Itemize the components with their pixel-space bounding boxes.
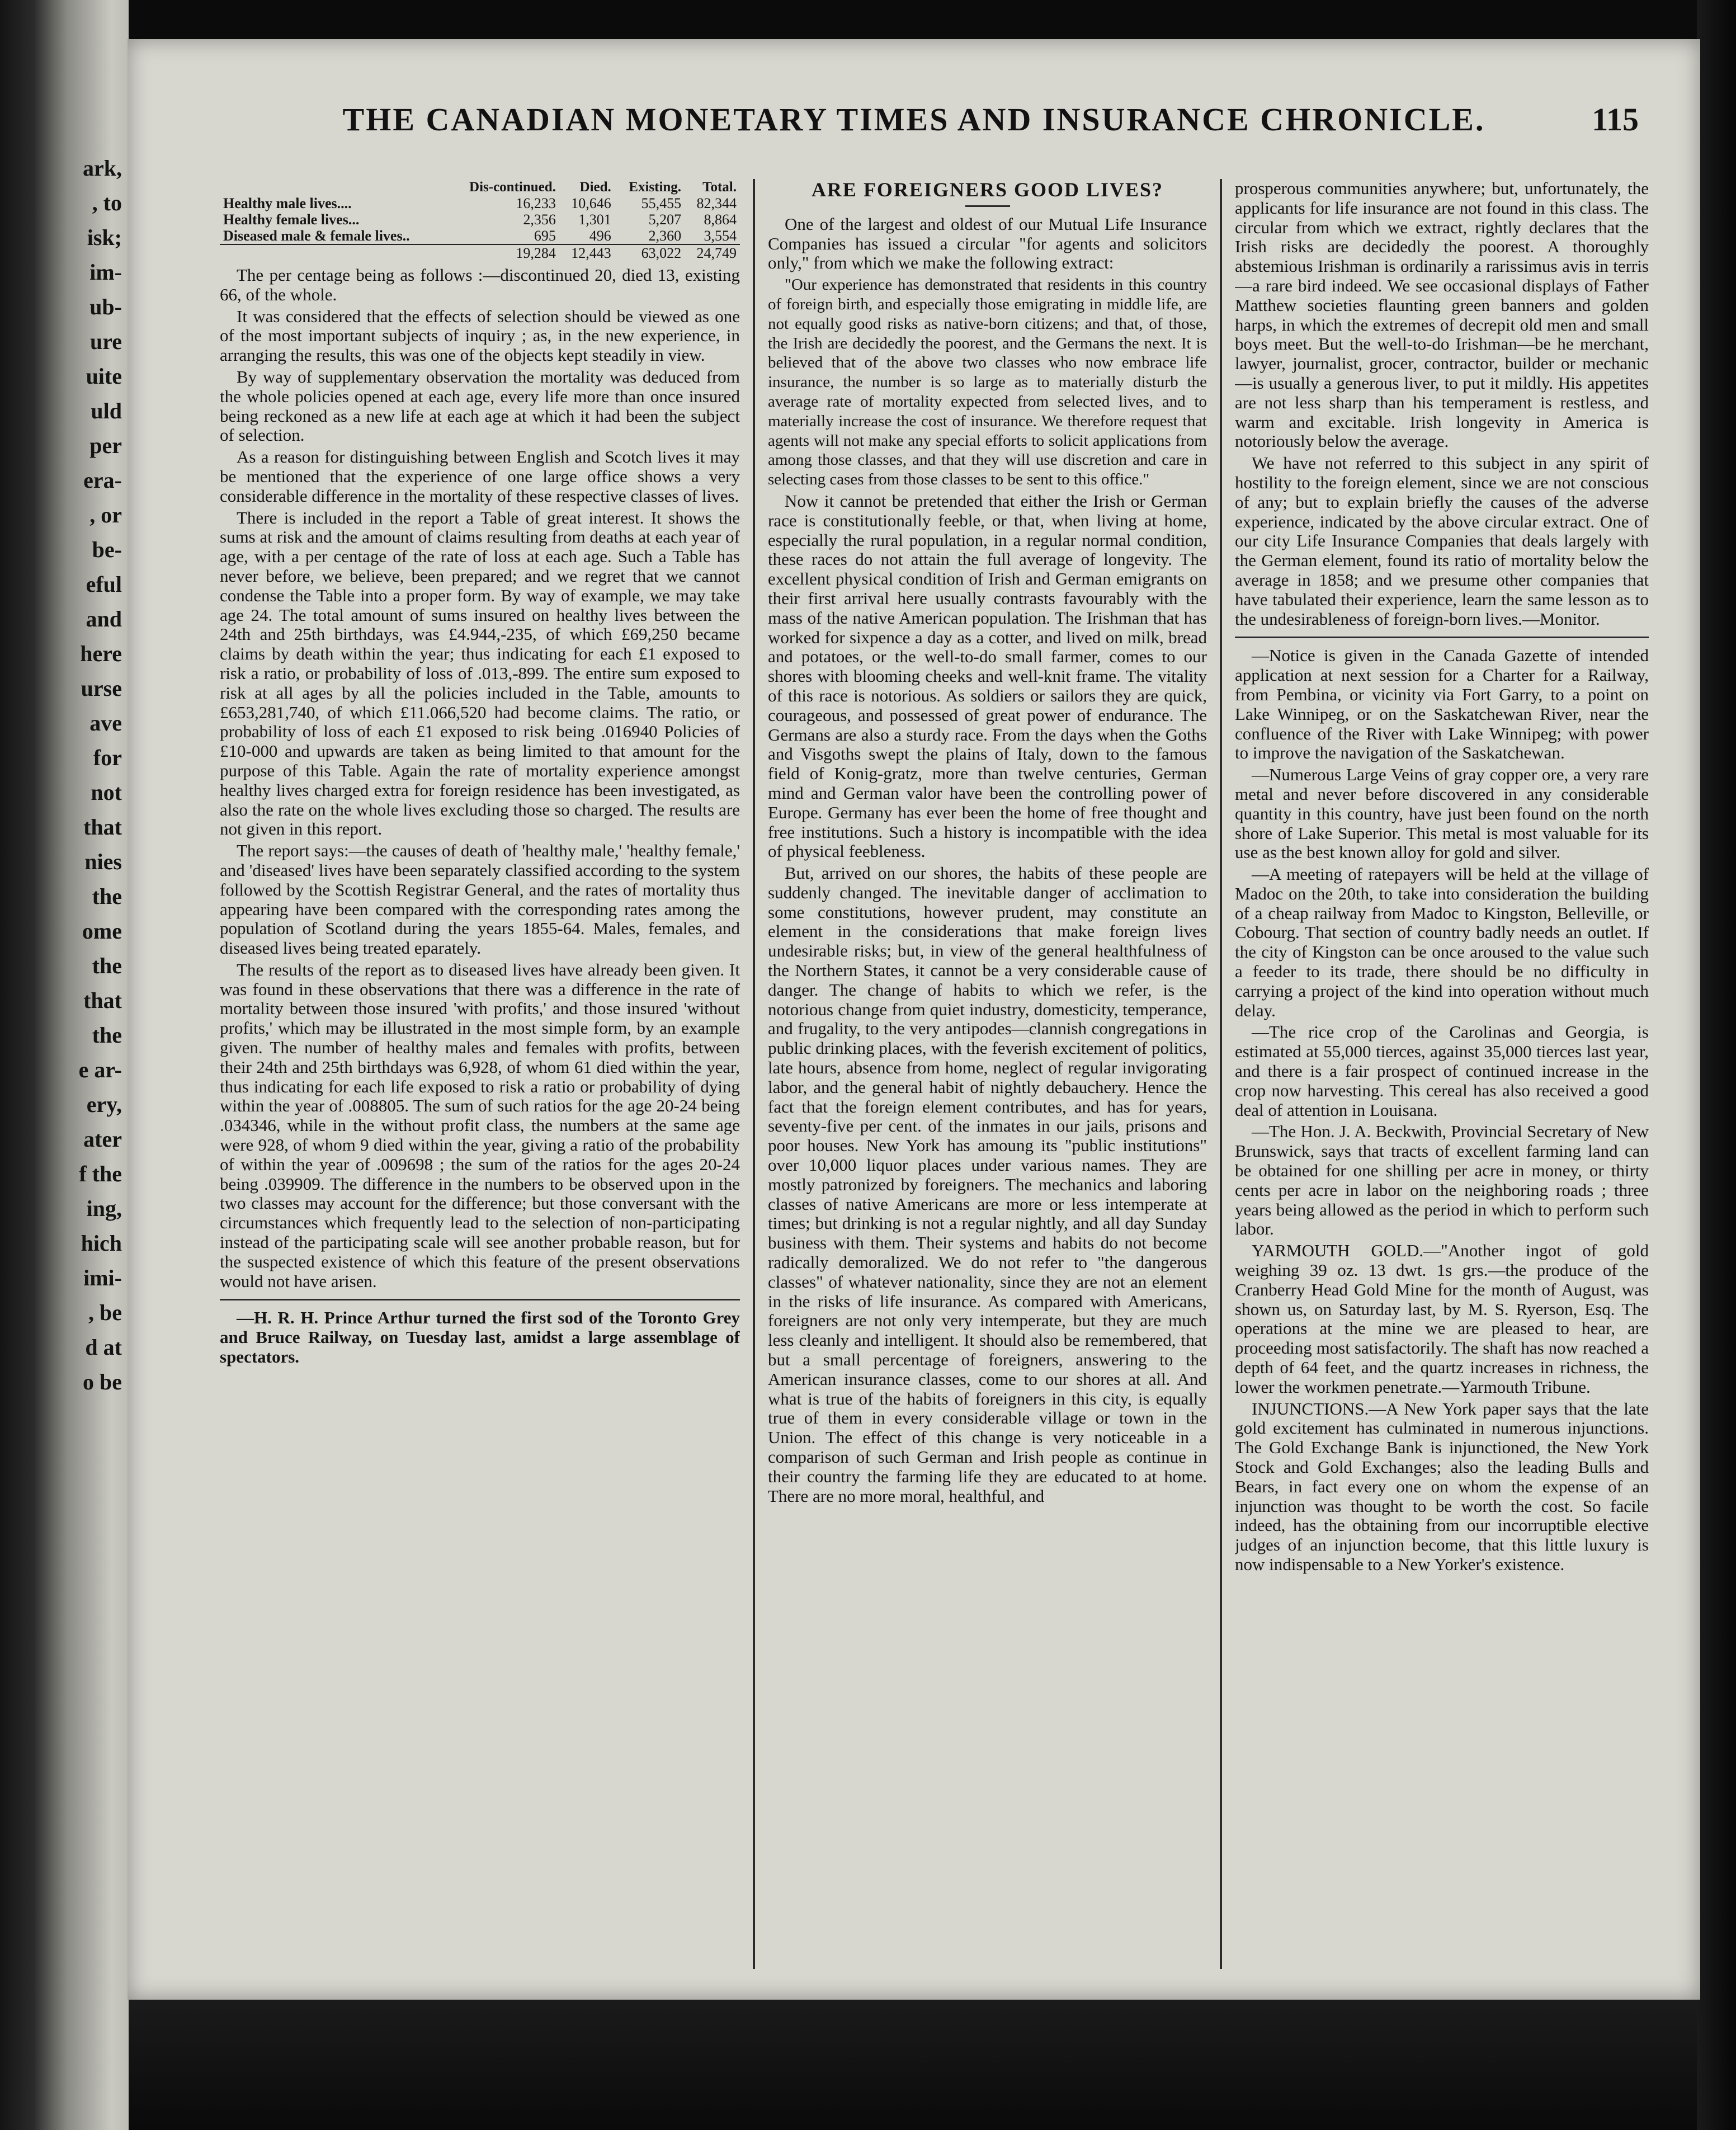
table-cell: 8,864	[704, 211, 737, 228]
row-label: Diseased male & female lives..	[223, 228, 410, 244]
page-number: 115	[1592, 101, 1639, 138]
paragraph: There is included in the report a Table of great interest. It shows the sums at risk and the amount of claims resulting from deaths at each year of age, with a per centage of the rate of loss at each age. Such a Table has never before, we believe, been prepared; and we regret that we cannot condense the Table into a proper form. By way of example, we may take age 24. The total amount of sums insured on healthy lives between the 24th and 25th birthdays, was £4.944,-235, of which £69,250 became claims by death within the year; thus indicating for each £1 exposed to risk a ratio, or probability of loss of .013,-899. The entire sum exposed to risk at all ages by all the policies included in the Table, amounts to £653,281,740, of which £11.066,520 had become claims. The ratio, or probability of loss of each £1 exposed to risk being .016940 Policies of £10-000 and upwards are taken as being limited to that amount for the purpose of this Table. Again the rate of mortality experience amongst healthy lives charged extra for foreign residence has been investigated, as also the rate on the whole lives excluding those so charged. The results are not given in this report.	[220, 507, 740, 839]
news-note: —H. R. H. Prince Arthur turned the first sod of the Toronto Grey and Bruce Railway, on Tuesday last, amidst a large assemblage of spectators.	[220, 1308, 740, 1367]
table-header: Existing.	[629, 180, 682, 195]
news-note: YARMOUTH GOLD.—"Another ingot of gold weighing 39 oz. 13 dwt. 1s grs.—the produce of the Cranberry Head Gold Mine for the month of August, was shown us, on Saturday last, by M. S. Ryerson, Esq. The operations at the mine we are pleased to hear, are proceeding most satisfactorily. The shaft has now reached a depth of 64 feet, and the quartz increases in richness, the lower the workmen penetrate.—Yarmouth Tribune.	[1235, 1241, 1649, 1397]
table-cell: 24,749	[685, 244, 740, 261]
paragraph: The report says:—the causes of death of 'healthy male,' 'healthy female,' and 'diseased' lives have been separately classified according to the system followed by the Scottish Registrar General, and the rates of mortality thus appearing have been compared with the corresponding rates among the population of Scotland during the years 1855-64. Males, females, and diseased lives being treated eparately.	[220, 841, 740, 958]
paragraph: The results of the report as to diseased lives have already been given. It was found in these observations that there was a difference in the rate of mortality between those insured 'with profits,' and those insured 'without profits,' which may be illustrated in the most simple form, by an example given. The number of healthy males and females with profits, between their 24th and 25th birthdays was 6,928, of whom 61 died within the year, thus indicating for each life exposed to risk a ratio or probability of dying within the year of .008805. The sum of such ratios for the age 20-24 being .034346, while in the without profit class, the numbers at the same age were 928, of whom 9 died within the year, giving a ratio of the probability of within the year of .009698 ; the sum of the ratios for the ages 20-24 being .039909. The difference in the numbers to be observed upon in the two classes may account for the difference; but those conversant with the circumstances which frequently lead to the selection of non-participating instead of the participating scale will see another probable reason, but for the suspected existence of which this feature of the present observations would not have arisen.	[220, 959, 740, 1291]
paragraph: It was considered that the effects of selection should be viewed as one of the most important subjects of inquiry ; as, in the new experience, in arranging the results, this was one of the objects kept steadily in view.	[220, 306, 740, 365]
news-note: —The Hon. J. A. Beckwith, Provincial Secretary of New Brunswick, says that tracts of excellent farming land can be obtained for one shilling per acre in money, or thirty cents per acre in labor on the neighboring roads ; three years being allowed as the period in which to perform such labor.	[1235, 1121, 1649, 1239]
news-note: —The rice crop of the Carolinas and Georgia, is estimated at 55,000 tierces, against 35,000 tierces last year, and there is a fair prospect of continued increase in the crop now harvesting. This cereal has also received a good deal of attention in Louisana.	[1235, 1022, 1649, 1120]
table-header: Dis-continued.	[469, 180, 556, 195]
column-divider-right	[1220, 179, 1222, 1969]
article-headline: ARE FOREIGNERS GOOD LIVES?	[811, 179, 1164, 201]
table-cell: 496	[589, 228, 611, 244]
page-header	[128, 101, 1700, 145]
table-cell: 55,455	[641, 195, 682, 211]
table-cell: 5,207	[648, 211, 682, 228]
paragraph: One of the largest and oldest of our Mutual Life Insurance Companies has issued a circular "for agents and solicitors only," from which we make the following extract:	[768, 214, 1207, 273]
newspaper-page	[128, 39, 1700, 2000]
section-divider	[220, 1299, 740, 1300]
headline-rule	[965, 205, 1010, 207]
table-cell: 2,356	[523, 211, 556, 228]
film-border-bottom	[129, 1997, 1697, 2130]
table-total-row	[220, 244, 740, 261]
column-divider-left	[753, 179, 755, 1969]
table-cell: 1,301	[578, 211, 611, 228]
section-divider	[1235, 637, 1649, 638]
row-label: Healthy female lives...	[223, 211, 360, 228]
adjacent-page-edge	[0, 0, 129, 2130]
table-header: Total.	[702, 180, 737, 195]
table-cell: 10,646	[571, 195, 611, 211]
paragraph: But, arrived on our shores, the habits of these people are suddenly changed. The inevitable danger of acclimation to some constitutions, however prudent, may constitute an element in the considerations that make foreign lives undesirable risks; but, in view of the general healthfulness of the Northern States, it cannot be a very considerable cause of danger. The change of habits to which we refer, is the notorious change from quiet industry, domesticity, temperance, and frugality, to the very antipodes—clannish congregations in public drinking places, with the feverish excitement of politics, late hours, absence from home, neglect of regular invigorating labor, and the general habit of nightly debauchery. Hence the fact that the foreign element contributes, and has for years, seventy-five per cent. of the inmates in our jails, prisons and poor houses. New York has amoung its "public institutions" over 10,000 liquor places under various names. They are mostly patronized by foreigners. The mechanics and laboring classes of native Americans are more or less intemperate at times; but drinking is not a regular nightly, and all day Sunday business with them. Their systems and habits do not become radically demoralized. We do not refer to "the dangerous classes" of whatever nationality, since they are not an element in the risks of life insurance. As compared with Americans, foreigners are not only very intemperate, but they are much less cleanly and intelligent. It should also be remembered, that but a small percentage of foreigners, answering to the American insurance classes, come to our shores at all. And what is true of the habits of foreigners in this city, is equally true of them in every considerable village or town in the Union. The effect of this change is very noticeable in a comparison of such German and Irish people as continue in their country the farming life they are educated to at home. There are no more moral, healthful, and	[768, 863, 1207, 1506]
news-note: INJUNCTIONS.—A New York paper says that the late gold excitement has culminated in numerous injunctions. The Gold Exchange Bank is injunctioned, the New York Stock and Gold Exchanges; also the leading Bulls and Bears, in fact every one on whom the expense of an injunction was thought to be worth the cost. So facile indeed, has the obtaining from our incorruptible elective judges of an injunction become, that this little luxury is now indispensable to a New Yorker's existence.	[1235, 1398, 1649, 1574]
quoted-extract: "Our experience has demonstrated that residents in this country of foreign birth, and especially those emigrating in middle life, are not equally good risks as native-born citizens; and that, of those, the Irish are decidedly the poorest, and the Germans the next. It is believed that of the above two classes who now embrace life insurance, the number is so large as to materially disturb the average rate of mortality expected from selected lives, and to materially increase the cost of insurance. We therefore request that agents will not make any special efforts to solicit applications from among those classes, and that they will use discretion and care in selecting cases from those classes to be sent to this office."	[768, 276, 1207, 489]
table-cell: 63,022	[615, 244, 685, 261]
row-label: Healthy male lives....	[223, 195, 352, 211]
table-cell: 3,554	[704, 228, 737, 244]
left-column	[220, 179, 740, 1958]
table-cell: 12,443	[559, 244, 615, 261]
table-cell: 16,233	[516, 195, 556, 211]
middle-column	[768, 179, 1207, 1969]
table-row	[220, 195, 740, 211]
table-cell: 2,360	[648, 228, 682, 244]
film-border-right	[1697, 0, 1736, 2130]
news-note: —A meeting of ratepayers will be held at the village of Madoc on the 20th, to take into consideration the building of a cheap railway from Madoc to Kingston, Belleville, or Cobourg. That section of country badly needs an outlet. If the city of Kingston can be once aroused to the value such a feeder to its trade, there should be no difficulty in carrying a project of the kind into operation without much delay.	[1235, 864, 1649, 1020]
paragraph: The per centage being as follows :—discontinued 20, died 13, existing 66, of the whole.	[220, 265, 740, 304]
table-cell: 695	[534, 228, 556, 244]
right-column	[1235, 179, 1649, 1969]
table-cell: 19,284	[449, 244, 559, 261]
paragraph: prosperous communities anywhere; but, unfortunately, the applicants for life insurance are not found in this class. The circular from which we extract, rightly declares that the Irish risks are decidedly the poorest. A thoroughly abstemious Irishman is ordinarily a rarissimus avis in terris—a rare bird indeed. We see occasional displays of Father Matthew societies flaunting green banners and golden harps, in which the extremes of decrepit old men and small boys meet. But the well-to-do Irishman—be he merchant, lawyer, journalist, grocer, contractor, builder or mechanic—is usually a generous liver, to put it mildly. His appetites are not less sharp than his temperament is restless, and warm and excitable. Irish longevity in America is notoriously below the average.	[1235, 179, 1649, 451]
paragraph: Now it cannot be pretended that either the Irish or German race is constitutionally feeble, or that, when living at home, especially the rural population, in a regular normal condition, these races do not attain the full average of longevity. The excellent physical condition of Irish and German emigrants on their first arrival here usually contrasts favourably with the mass of the native American population. The Irishman that has worked for sixpence a day as a cotter, and lived on milk, bread and potatoes, or the well-to-do small farmer, comes to our shores with blooming cheeks and well-knit frame. The vitality of this race is notorious. As soldiers or sailors they are quick, courageous, and possessed of great power of endurance. The Germans are also a sturdy race. From the days when the Goths and Visgoths swept the plains of Italy, down to the famous field of Konig-gratz, more than twelve centuries, German mind and German valor have been the controlling power of Europe. Germany has ever been the home of free thought and free institutions. Such a history is incompatible with the idea of physical feebleness.	[768, 491, 1207, 861]
table-cell: 82,344	[696, 195, 737, 211]
mortality-table	[220, 179, 740, 261]
table-header-row	[220, 179, 740, 195]
adjacent-page-fragments: ark, , to isk; im- ub- ure uite uld per era- , or be- eful and here urse ave for not that nies the ome the that the e ar- ery, ater f the ing, hich imi- , be d at o be	[78, 155, 122, 1394]
paragraph: We have not referred to this subject in any spirit of hostility to the foreign element, since we are not conscious of any; but to explain briefly the causes of the adverse experience, indicated by the above circular extract. One of our city Life Insurance Companies that deals largely with the German element, found its ratio of mortality below the average in 1858; and we presume other companies that have tabulated their experience, learn the same lesson as to the undesirableness of foreign-born lives.—Monitor.	[1235, 453, 1649, 629]
news-note: —Notice is given in the Canada Gazette of intended application at next session for a Charter for a Railway, from Pembina, or vicinity via Fort Garry, to a point on Lake Winnipeg, or on the Saskatchewan River, near the confluence of the River with Lake Winnipeg; with power to improve the navigation of the Saskatchewan.	[1235, 645, 1649, 763]
paragraph: By way of supplementary observation the mortality was deduced from the whole policies opened at each age, every life more than once insured being reckoned as a new life at each age at which it had been the subject of selection.	[220, 366, 740, 445]
paragraph: As a reason for distinguishing between English and Scotch lives it may be mentioned that the experience of one large office shows a very considerable difference in the mortality of these respective classes of lives.	[220, 447, 740, 506]
news-note: —Numerous Large Veins of gray copper ore, a very rare metal and never before discovered in any considerable quantity in this country, have just been found on the north shore of Lake Superior. This metal is most valuable for its use as the best known alloy for gold and silver.	[1235, 765, 1649, 863]
masthead-title: THE CANADIAN MONETARY TIMES AND INSURANCE CHRONICLE.	[342, 101, 1485, 138]
table-row	[220, 211, 740, 228]
table-row	[220, 228, 740, 244]
table-header: Died.	[579, 180, 611, 195]
